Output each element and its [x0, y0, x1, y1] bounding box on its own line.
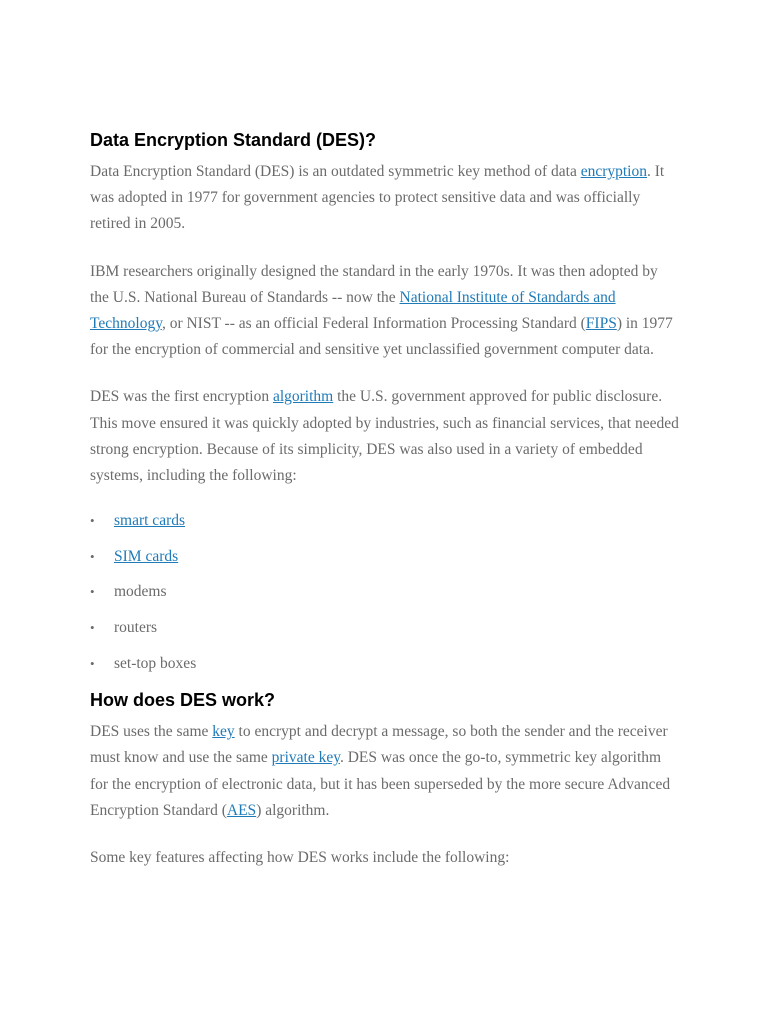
link-fips[interactable]: FIPS: [585, 315, 617, 333]
paragraph-des-keys: [90, 719, 680, 824]
link-aes[interactable]: AES: [226, 801, 257, 819]
list-item-text: set-top boxes: [114, 654, 197, 672]
list-item: [90, 510, 680, 532]
list-item: [90, 617, 680, 639]
bullet-icon: •: [90, 620, 95, 636]
link-private-key[interactable]: private key: [271, 749, 340, 767]
paragraph-des-intro: [90, 159, 680, 238]
bullet-icon: •: [90, 513, 95, 529]
paragraph-text: the U.S. government approved for public disclosure. This move ensured it was quickly adopted by industries, such as financial services, that needed strong encryption. Because of its simplicity, DES was also used in a variety of embedded systems, including the following:: [90, 388, 679, 485]
link-nist[interactable]: National Institute of Standards and Technology: [90, 288, 616, 333]
link-algorithm[interactable]: algorithm: [272, 388, 334, 406]
paragraph-des-adoption: [90, 384, 680, 489]
paragraph-text: ) in 1977 for the encryption of commercial and sensitive yet unclassified government computer data.: [90, 315, 673, 359]
bullet-icon: •: [90, 584, 95, 600]
list-item: [90, 546, 680, 568]
list-item: [90, 653, 680, 675]
embedded-systems-list: [90, 510, 680, 674]
section-title-des: Data Encryption Standard (DES)?: [90, 130, 377, 150]
paragraph-text: DES was the first encryption: [90, 388, 273, 406]
link-sim-cards[interactable]: SIM cards: [114, 547, 179, 565]
paragraph-text: , or NIST -- as an official Federal Information Processing Standard (: [161, 315, 586, 333]
bullet-icon: •: [90, 655, 95, 671]
list-item-text: routers: [114, 619, 158, 637]
paragraph-key-features: Some key features affecting how DES works include the following:: [90, 849, 510, 867]
link-encryption[interactable]: encryption: [580, 163, 647, 180]
paragraph-text: IBM researchers originally designed the standard in the early 1970s. It was then adopted by the U.S. National Bureau of Standards -- now the: [90, 262, 658, 306]
paragraph-text: ) algorithm.: [256, 801, 330, 819]
bullet-icon: •: [90, 548, 95, 564]
paragraph-text: to encrypt and decrypt a message, so both the sender and the receiver must know and use the same: [90, 723, 668, 767]
section-title-how-des-works: How does DES work?: [90, 690, 276, 711]
link-key[interactable]: key: [212, 723, 235, 741]
list-item-text: modems: [114, 583, 167, 601]
paragraph-text: DES uses the same: [90, 723, 213, 741]
paragraph-text: Data Encryption Standard (DES) is an outdated symmetric key method of data: [90, 163, 581, 180]
link-smart-cards[interactable]: smart cards: [114, 512, 186, 530]
paragraph-text: . DES was once the go-to, symmetric key algorithm for the encryption of electronic data, but it has been superseded by the more secure Advanced Encryption Standard (: [90, 749, 671, 819]
paragraph-text: . It was adopted in 1977 for government agencies to protect sensitive data and was officially retired in 2005.: [90, 163, 665, 233]
article-content: [90, 128, 680, 892]
paragraph-des-history: [90, 259, 680, 364]
list-item: [90, 581, 680, 603]
